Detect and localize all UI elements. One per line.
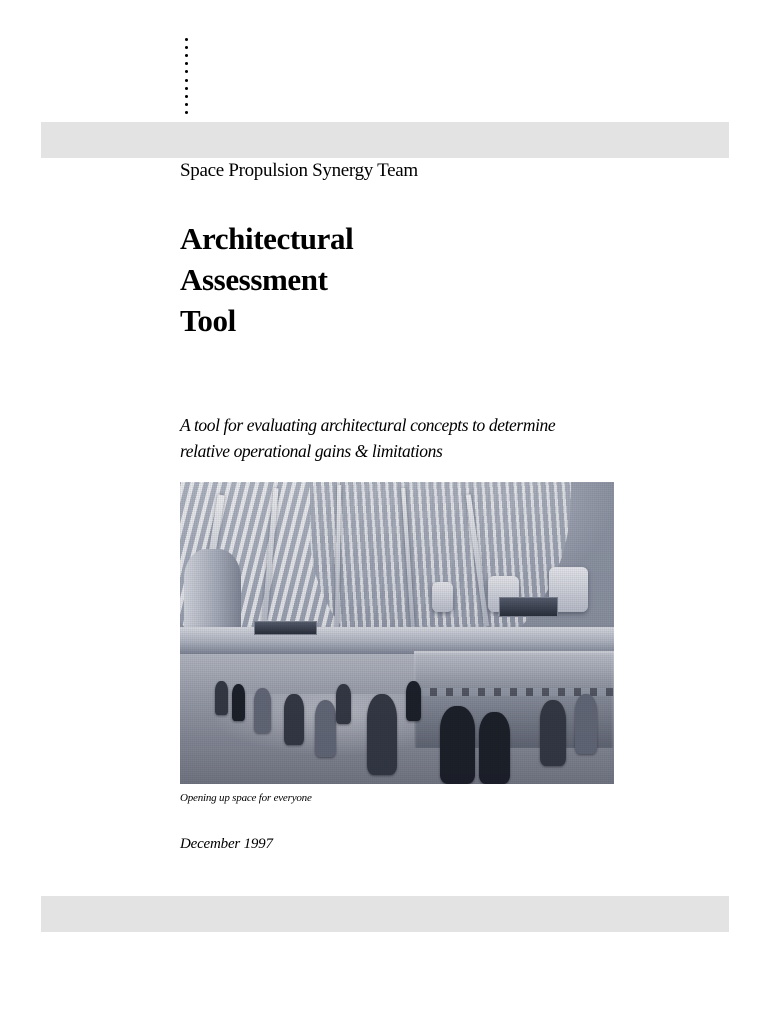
title-line-2: Assessment [180, 262, 328, 298]
subtitle-line-1: A tool for evaluating architectural concepts to determine [180, 414, 556, 435]
dotted-rule-decoration [184, 38, 188, 114]
photo-caption: Opening up space for everyone [180, 792, 312, 805]
cover-photo [180, 482, 614, 784]
header-band [41, 122, 729, 158]
title-line-3: Tool [180, 303, 236, 339]
subtitle [180, 412, 650, 465]
publication-date: December 1997 [180, 836, 273, 853]
cover-content [180, 160, 650, 853]
organization-name: Space Propulsion Synergy Team [180, 160, 418, 181]
photo-halftone-grain [180, 482, 614, 784]
subtitle-line-2: relative operational gains & limitations [180, 440, 443, 461]
title-line-1: Architectural [180, 221, 354, 256]
page-title [180, 218, 650, 342]
footer-band [41, 896, 729, 932]
